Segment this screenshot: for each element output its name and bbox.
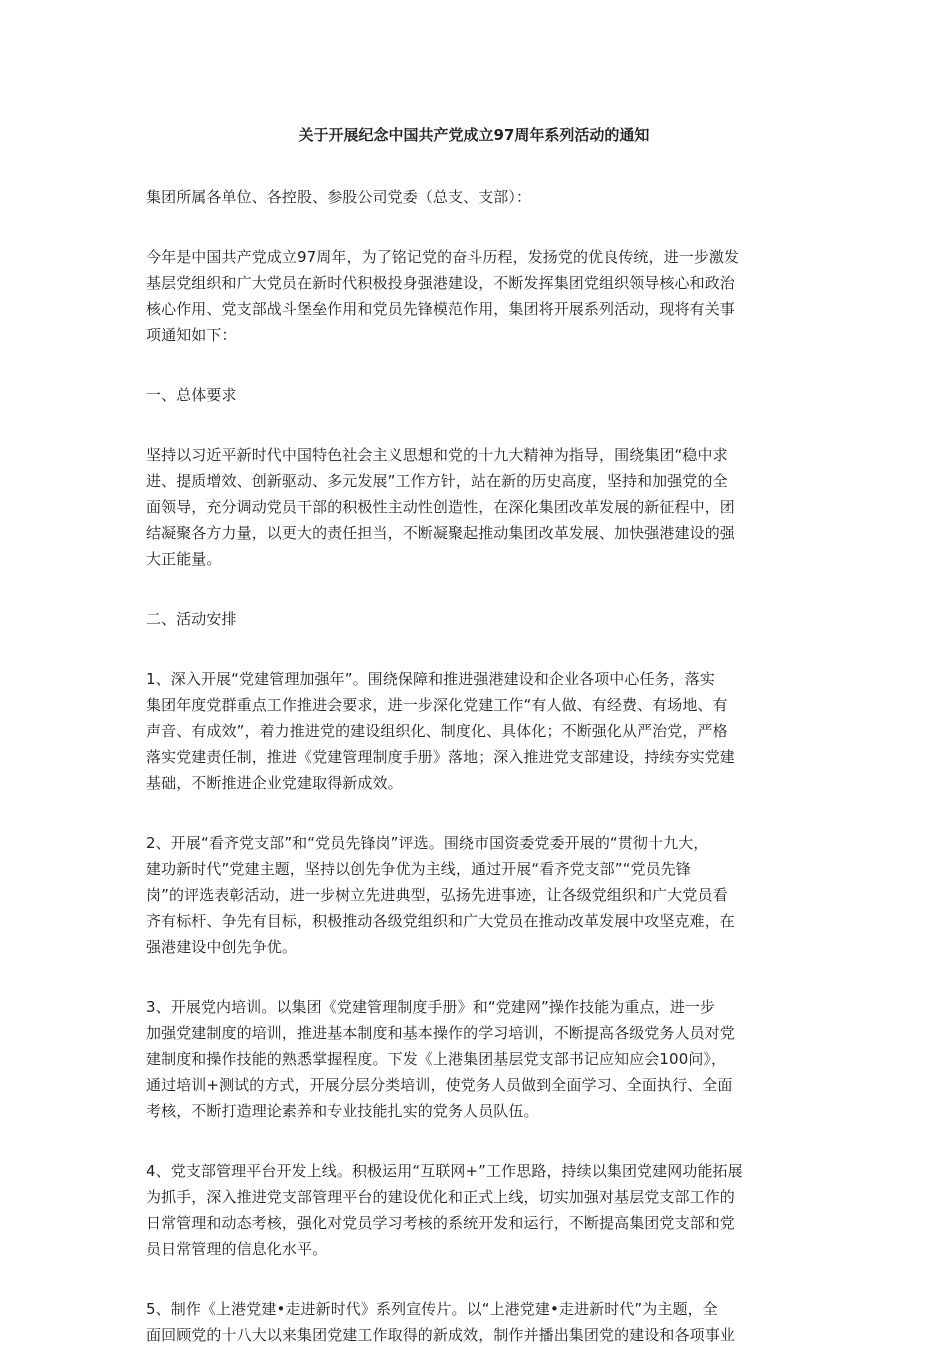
text-line: 岗”的评选表彰活动，进一步树立先进典型，弘扬先进事迹，让各级党组织和广大党员看: [146, 886, 728, 904]
text-line: 考核，不断打造理论素养和专业技能扎实的党务人员队伍。: [146, 1102, 539, 1120]
text-line: 日常管理和动态考核，强化对党员学习考核的系统开发和运行，不断提高集团党支部和党: [146, 1214, 735, 1232]
text-line: 4、党支部管理平台开发上线。积极运用“互联网+”工作思路，持续以集团党建网功能拓展: [146, 1162, 743, 1180]
text-line: 齐有标杆、争先有目标，积极推动各级党组织和广大党员在推动改革发展中攻坚克难，在: [146, 912, 735, 930]
text-line: 通过培训+测试的方式，开展分层分类培训，使党务人员做到全面学习、全面执行、全面: [146, 1076, 733, 1094]
text-line: 基层党组织和广大党员在新时代积极投身强港建设，不断发挥集团党组织领导核心和政治: [146, 274, 735, 292]
body-paragraph: [146, 244, 802, 348]
text-line: 今年是中国共产党成立97周年，为了铭记党的奋斗历程，发扬党的优良传统，进一步激发: [146, 248, 740, 266]
body-paragraph: [146, 666, 802, 796]
document-title: 关于开展纪念中国共产党成立97周年系列活动的通知: [298, 126, 650, 144]
text-line: 项通知如下：: [146, 326, 237, 344]
text-line: 落实党建责任制，推进《党建管理制度手册》落地；深入推进党支部建设，持续夯实党建: [146, 748, 735, 766]
text-line: 基础，不断推进企业党建取得新成效。: [146, 774, 403, 792]
text-line: 员日常管理的信息化水平。: [146, 1240, 328, 1258]
text-line: 二、活动安排: [146, 610, 237, 628]
body-paragraph: [146, 1296, 802, 1348]
text-line: 3、开展党内培训。以集团《党建管理制度手册》和“党建网”操作技能为重点，进一步: [146, 998, 715, 1016]
body-paragraph: [146, 442, 802, 572]
text-line: 集团年度党群重点工作推进会要求，进一步深化党建工作“有人做、有经费、有场地、有: [146, 696, 728, 714]
text-line: 5、制作《上港党建•走进新时代》系列宣传片。以“上港党建•走进新时代”为主题，全: [146, 1300, 718, 1318]
text-line: 1、深入开展“党建管理加强年”。围绕保障和推进强港建设和企业各项中心任务，落实: [146, 670, 715, 688]
text-line: 大正能量。: [146, 550, 222, 568]
body-paragraph: [146, 994, 802, 1124]
text-line: 进、提质增效、创新驱动、多元发展”工作方针，站在新的历史高度，坚持和加强党的全: [146, 472, 728, 490]
salutation: 集团所属各单位、各控股、参股公司党委（总支、支部）：: [146, 188, 532, 206]
text-line: 面领导，充分调动党员干部的积极性主动性创造性，在深化集团改革发展的新征程中，团: [146, 498, 735, 516]
text-line: 核心作用、党支部战斗堡垒作用和党员先锋模范作用，集团将开展系列活动，现将有关事: [146, 300, 735, 318]
text-line: 建功新时代”党建主题，坚持以创先争优为主线，通过开展“看齐党支部”“党员先锋: [146, 860, 691, 878]
body-paragraph: [146, 1158, 802, 1262]
text-line: 为抓手，深入推进党支部管理平台的建设优化和正式上线，切实加强对基层党支部工作的: [146, 1188, 735, 1206]
document-body: [146, 244, 802, 1348]
text-line: 一、总体要求: [146, 386, 237, 404]
section-heading: [146, 606, 802, 632]
text-line: 面回顾党的十八大以来集团党建工作取得的新成效，制作并播出集团党的建设和各项事业: [146, 1326, 735, 1344]
text-line: 结凝聚各方力量，以更大的责任担当，不断凝聚起推动集团改革发展、加快强港建设的强: [146, 524, 735, 542]
text-line: 强港建设中创先争优。: [146, 938, 298, 956]
text-line: 2、开展“看齐党支部”和“党员先锋岗”评选。围绕市国资委党委开展的“贯彻十九大，: [146, 834, 709, 852]
text-line: 声音、有成效”，着力推进党的建设组织化、制度化、具体化；不断强化从严治党，严格: [146, 722, 728, 740]
text-line: 坚持以习近平新时代中国特色社会主义思想和党的十九大精神为指导，围绕集团“稳中求: [146, 446, 728, 464]
body-paragraph: [146, 830, 802, 960]
section-heading: [146, 382, 802, 408]
text-line: 加强党建制度的培训，推进基本制度和基本操作的学习培训，不断提高各级党务人员对党: [146, 1024, 735, 1042]
text-line: 建制度和操作技能的熟悉掌握程度。下发《上港集团基层党支部书记应知应会100问》，: [146, 1050, 727, 1068]
